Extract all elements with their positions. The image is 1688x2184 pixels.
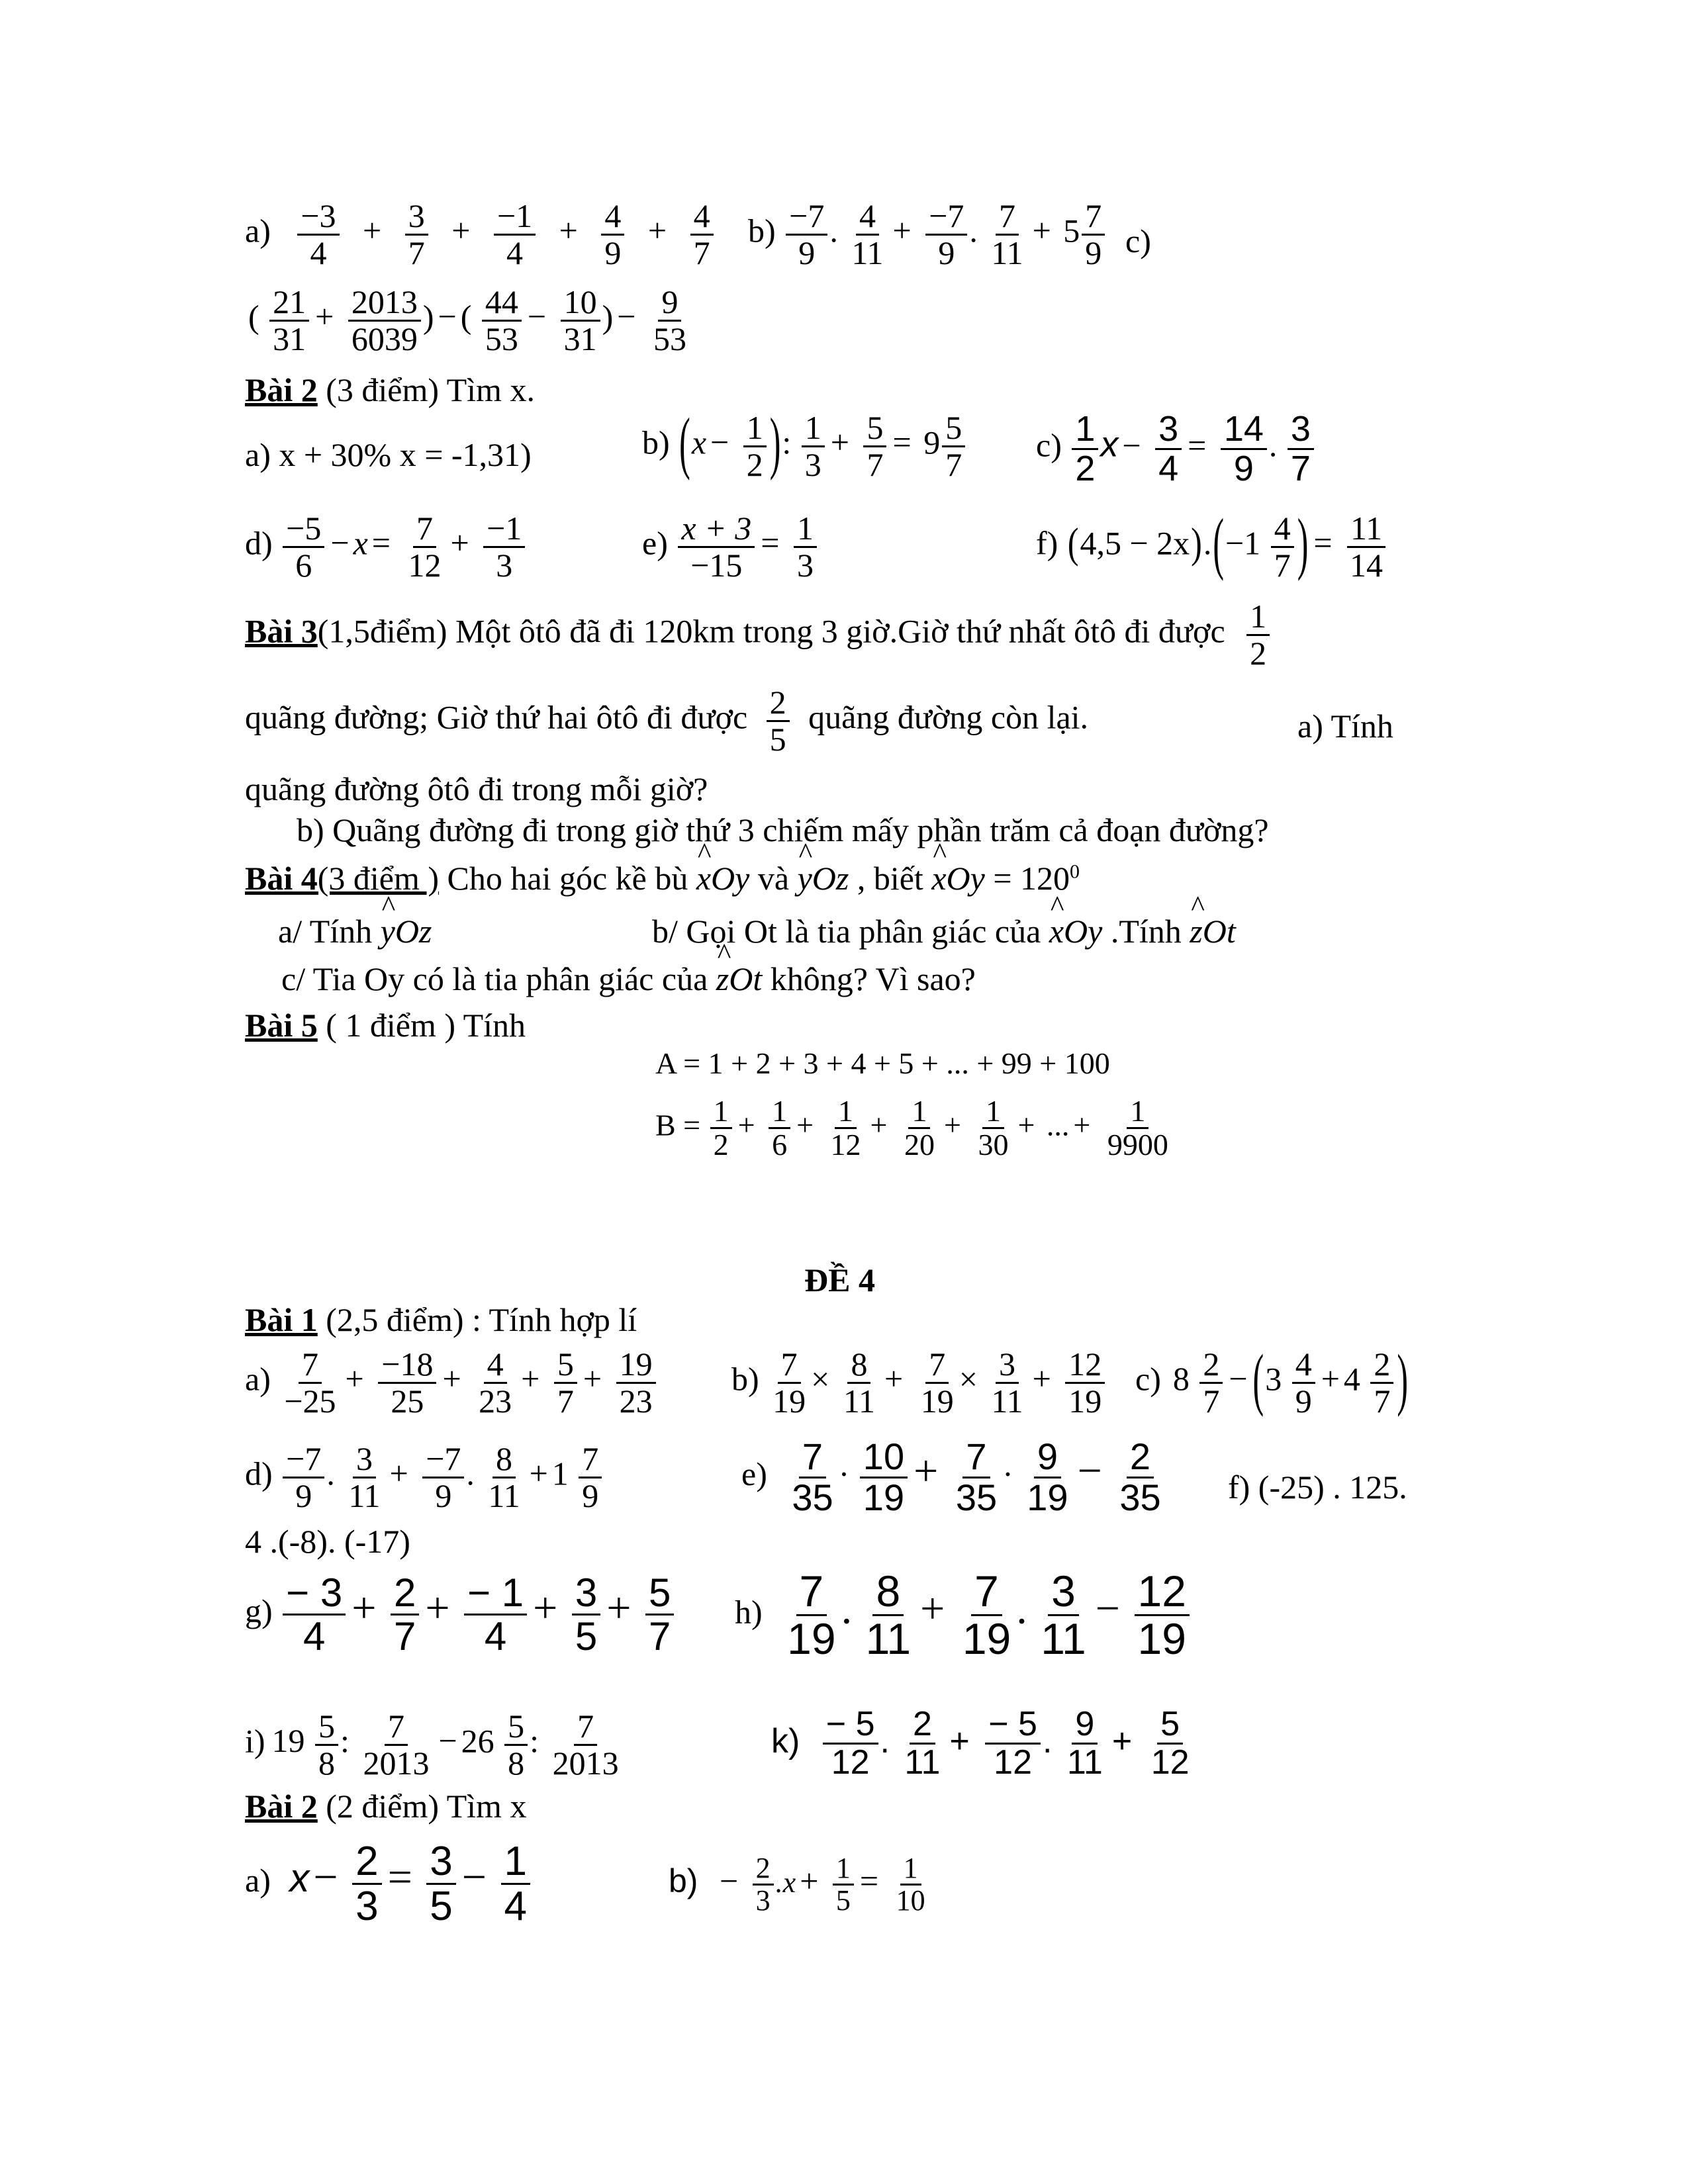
frac: $\frac{1}{3}$ (802, 410, 825, 482)
frac: $\frac{- 3}{4}$ (283, 1572, 346, 1657)
bai1-c-label: c) (1125, 222, 1151, 259)
frac: $\frac{10}{31}$ (561, 285, 600, 356)
frac: $\frac{2}{35}$ (1119, 1435, 1161, 1518)
bai4-c: c/ Tia Oy có là tia phân giác của ^ zOt không? Vì sao? (281, 960, 976, 998)
bai4-a: a/ Tính ^ yOz (278, 912, 432, 950)
frac: $\frac{12}{19}$ (1065, 1347, 1105, 1418)
frac: $\frac{4}{7}$ (690, 199, 714, 270)
frac: $\frac{-7}{9}$ (422, 1441, 464, 1513)
frac: $\frac{5}{8}$ (504, 1709, 528, 1780)
de4-bai1-heading: Bài 1 (2,5 điểm) : Tính hợp lí (245, 1301, 637, 1338)
frac: $\frac{- 1}{4}$ (464, 1572, 527, 1657)
frac: $\frac{7}{2013}$ (552, 1707, 619, 1782)
frac: $\frac{2}{7}$ (1199, 1347, 1223, 1418)
bai5-heading: Bài 5 ( 1 điểm ) Tính (245, 1007, 526, 1044)
bai2-a: a) x + 30% x = -1,31) (245, 436, 532, 473)
bai3-a: a) Tính (1297, 707, 1393, 745)
de4-bai1-g: g) $\frac{- 3}{4}$ + $\frac{2}{7}$ + $\frac{- 1}{4}$ + $\frac{3}{5}$ + $\frac{5}{7}$ (245, 1572, 676, 1657)
bai2-d: d) $\frac{-5}{6}$ − x = $\frac{7}{12}$ + $\frac{-1}{3}$ (245, 511, 527, 582)
frac: $\frac{2013}{6039}$ (348, 285, 421, 356)
frac: $\frac{8}{11}$ (865, 1567, 912, 1664)
bai1-b-label: b) (748, 212, 776, 250)
frac: $\frac{-5}{6}$ (283, 511, 324, 582)
frac: $\frac{-1}{4}$ (494, 199, 536, 270)
frac: $\frac{2}{3}$ (753, 1853, 774, 1916)
frac: $\frac{2}{3}$ (352, 1840, 381, 1928)
frac: $\frac{7}{19}$ (920, 1345, 954, 1420)
frac: $\frac{-7}{9}$ (786, 199, 827, 270)
de4-heading: ĐỀ 4 (804, 1261, 875, 1298)
de4-bai1-c: c) 8 $\frac{2}{7}$ − (3 $\frac{4}{9}$ + 4 $\frac{2}{7}$ ) (1135, 1340, 1409, 1420)
frac: $\frac{-7}{9}$ (283, 1441, 324, 1513)
frac: $\frac{8}{11}$ (843, 1345, 876, 1420)
frac: $\frac{1}{10}$ (896, 1852, 925, 1917)
frac: $\frac{5}{7}$ (863, 410, 886, 482)
frac: $\frac{8}{11}$ (488, 1440, 520, 1514)
frac: $\frac{44}{53}$ (482, 285, 522, 356)
de4-bai1-i: i) 19 $\frac{5}{8}$ : $\frac{7}{2013}$ − 26 $\frac{5}{8}$ : $\frac{7}{2013}$ (245, 1709, 624, 1780)
frac: $\frac{7}{12}$ (408, 510, 442, 584)
frac: $\frac{3}{5}$ (572, 1572, 600, 1657)
frac: $\frac{7}{35}$ (955, 1435, 998, 1518)
frac: $\frac{-1}{3}$ (483, 511, 525, 582)
bai5-A: A = 1 + 2 + 3 + 4 + 5 + ... + 99 + 100 (655, 1046, 1110, 1080)
frac: $\frac{19}{23}$ (616, 1347, 656, 1418)
frac: $\frac{1}{3}$ (794, 511, 817, 582)
frac: $\frac{7}{2013}$ (363, 1707, 430, 1782)
bai1-b: b) $\frac{-7}{9}$ . $\frac{4}{11}$ + $\frac{-7}{9}$ . $\frac{7}{11}$ + 5 $\frac{7}{9}$ (748, 199, 1107, 270)
frac: $\frac{2}{11}$ (904, 1705, 941, 1782)
frac: $\frac{4}{9}$ (601, 199, 624, 270)
de4-bai1-b: b) $\frac{7}{19}$ × $\frac{8}{11}$ + $\frac{7}{19}$ × $\frac{3}{11}$ + $\frac{12}{19}$ (731, 1347, 1107, 1418)
frac: $\frac{7}{19}$ (962, 1567, 1011, 1664)
frac: $\frac{9}{19}$ (1027, 1435, 1068, 1518)
de4-bai2-a: a) x− $\frac{2}{3}$ = $\frac{3}{5}$ − $\frac{1}{4}$ (245, 1840, 532, 1928)
frac: $\frac{1}{2}$ (1072, 410, 1098, 487)
frac: $\frac{14}{9}$ (1221, 410, 1267, 487)
de4-bai2-heading: Bài 2 (2 điểm) Tìm x (245, 1788, 527, 1825)
frac: $\frac{1}{4}$ (501, 1840, 530, 1928)
frac: $\frac{4}{23}$ (479, 1345, 512, 1420)
frac: $\frac{1}{5}$ (833, 1853, 854, 1916)
frac: $\frac{9}{11}$ (1066, 1705, 1103, 1782)
frac: $\frac{1}{2}$ (743, 410, 767, 482)
frac: $\frac{7}{35}$ (792, 1435, 833, 1518)
frac: $\frac{10}{19}$ (860, 1437, 908, 1518)
frac: $\frac{7}{19}$ (773, 1345, 806, 1420)
bai4-b: b/ Gọi Ot là tia phân giác của ^ xOy .Tính ^ zOt (652, 912, 1236, 950)
de4-bai2-b: b) − $\frac{2}{3}$ .x + $\frac{1}{5}$ = $\frac{1}{10}$ (669, 1853, 931, 1916)
frac: $\frac{x + 3}{-15}$ (678, 511, 755, 582)
bai3-line2: quãng đường; Giờ thứ hai ôtô đi được $\frac{2}{5}$ quãng đường còn lại. (245, 684, 1089, 758)
frac: $\frac{3}{7}$ (1288, 410, 1314, 487)
frac: $\frac{1}{2}$ (1246, 599, 1270, 670)
bai4-line1: Bài 4(3 điểm ) Cho hai góc kề bù ^ xOy và ^ yOz , biết ^ xOy = $120^0$ (245, 859, 1080, 897)
bai1-c: ( $\frac{21}{31}$ + $\frac{2013}{6039}$ ) − ( $\frac{44}{53}$ − $\frac{10}{31}$ ) − $\frac{9}{53}$ (248, 285, 692, 356)
frac: $\frac{7}{9}$ (579, 1441, 602, 1513)
frac: $\frac{- 5}{12}$ (985, 1706, 1041, 1780)
bai2-e: e) $\frac{x + 3}{-15}$ = $\frac{1}{3}$ (642, 511, 819, 582)
frac: $\frac{-3}{4}$ (297, 199, 339, 270)
frac: $\frac{7}{9}$ (1082, 199, 1105, 270)
bai5-B: B = $\frac{1}{2}$ + $\frac{1}{6}$ + $\frac{1}{12}$ + $\frac{1}{20}$ + $\frac{1}{30}$ + ... + $\frac{1}{9900}$ (655, 1095, 1174, 1161)
frac: $\frac{4}{7}$ (1271, 511, 1294, 582)
bai3-b: b) Quãng đường đi trong giờ thứ 3 chiếm mấy phần trăm cả đoạn đường? (297, 811, 1269, 848)
frac: $\frac{1}{2}$ (710, 1095, 732, 1161)
de4-bai1-h: h) $\frac{7}{19}$ . $\frac{8}{11}$ + $\frac{7}{19}$ . $\frac{3}{11}$ − $\frac{12}{19}$ (735, 1569, 1192, 1662)
frac: $\frac{- 5}{12}$ (823, 1706, 878, 1780)
frac: $\frac{5}{7}$ (645, 1572, 674, 1657)
frac: $\frac{1}{6}$ (769, 1095, 790, 1161)
frac: $\frac{9}{53}$ (653, 283, 686, 357)
frac: $\frac{21}{31}$ (269, 285, 309, 356)
bai2-f: f) (4,5 − 2x).(−1 $\frac{4}{7}$ ) = $\frac{11}{14}$ (1036, 511, 1388, 582)
frac: $\frac{2}{7}$ (1370, 1347, 1393, 1418)
de4-bai1-k: k) $\frac{- 5}{12}$ . $\frac{2}{11}$ + $\frac{- 5}{12}$ . $\frac{9}{11}$ + $\frac{5}{12}$ (771, 1706, 1195, 1780)
frac: $\frac{5}{8}$ (315, 1709, 338, 1780)
de4-bai1-e: e) $\frac{7}{35}$ · $\frac{10}{19}$ + $\frac{7}{35}$ · $\frac{9}{19}$ − $\frac{2}{35}$ (741, 1437, 1166, 1518)
frac: $\frac{5}{7}$ (554, 1347, 577, 1418)
bai2-heading: Bài 2 (3 điểm) Tìm x. (245, 371, 535, 408)
bai1-row1: a) $\frac{-3}{4}$ + $\frac{3}{7}$ + $\frac{-1}{4}$ + $\frac{4}{9}$ + $\frac{4}{7}$ (245, 199, 716, 270)
bai1-a-label: a) (245, 212, 271, 250)
frac: $\frac{4}{11}$ (851, 197, 884, 271)
frac: $\frac{2}{5}$ (767, 685, 790, 756)
de4-bai1-d: d) $\frac{-7}{9}$ . $\frac{3}{11}$ + $\frac{-7}{9}$ . $\frac{8}{11}$ + 1 $\frac{7}{9}$ (245, 1441, 604, 1513)
bai3-line1: Bài 3(1,5điểm) Một ôtô đã đi 120km trong 3 giờ.Giờ thứ nhất ôtô đi được $\frac{1}{2}$ (245, 599, 1272, 670)
de4-bai1-a: a) $\frac{7}{-25}$ + $\frac{-18}{25}$ + $\frac{4}{23}$ + $\frac{5}{7}$ + $\frac{19}{23}$ (245, 1347, 658, 1418)
frac: $\frac{4}{9}$ (1292, 1347, 1315, 1418)
frac: $\frac{7}{19}$ (787, 1567, 836, 1664)
frac: $\frac{-7}{9}$ (925, 199, 967, 270)
frac: $\frac{2}{7}$ (391, 1572, 419, 1657)
frac: $\frac{5}{12}$ (1150, 1705, 1190, 1782)
frac: $\frac{3}{7}$ (405, 199, 428, 270)
bai3-line3: quãng đường ôtô đi trong mỗi giờ? (245, 770, 708, 807)
frac: $\frac{1}{20}$ (904, 1094, 935, 1162)
frac: $\frac{1}{12}$ (830, 1094, 861, 1162)
bai2-b: b) (x − $\frac{1}{2}$ ): $\frac{1}{3}$ + $\frac{5}{7}$ = 9 $\frac{5}{7}$ (642, 410, 967, 482)
frac: $\frac{3}{4}$ (1155, 410, 1182, 487)
frac: $\frac{7}{11}$ (991, 197, 1023, 271)
frac: $\frac{7}{-25}$ (284, 1345, 336, 1420)
frac: $\frac{11}{14}$ (1346, 511, 1386, 582)
frac: $\frac{12}{19}$ (1135, 1569, 1190, 1662)
frac: $\frac{5}{7}$ (942, 410, 965, 482)
frac: $\frac{3}{11}$ (991, 1345, 1023, 1420)
frac: $\frac{-18}{25}$ (378, 1347, 436, 1418)
de4-bai1-f2: 4 .(-8). (-17) (245, 1523, 410, 1560)
frac: $\frac{3}{5}$ (426, 1840, 455, 1928)
bai2-c: c) $\frac{1}{2}$ x − $\frac{3}{4}$ = $\frac{14}{9}$ . $\frac{3}{7}$ (1036, 410, 1316, 487)
de4-bai1-f: f) (-25) . 125. (1228, 1469, 1407, 1506)
frac: $\frac{1}{30}$ (978, 1094, 1009, 1162)
frac: $\frac{1}{9900}$ (1107, 1094, 1168, 1162)
frac: $\frac{3}{11}$ (1041, 1567, 1086, 1664)
frac: $\frac{3}{11}$ (348, 1440, 381, 1514)
